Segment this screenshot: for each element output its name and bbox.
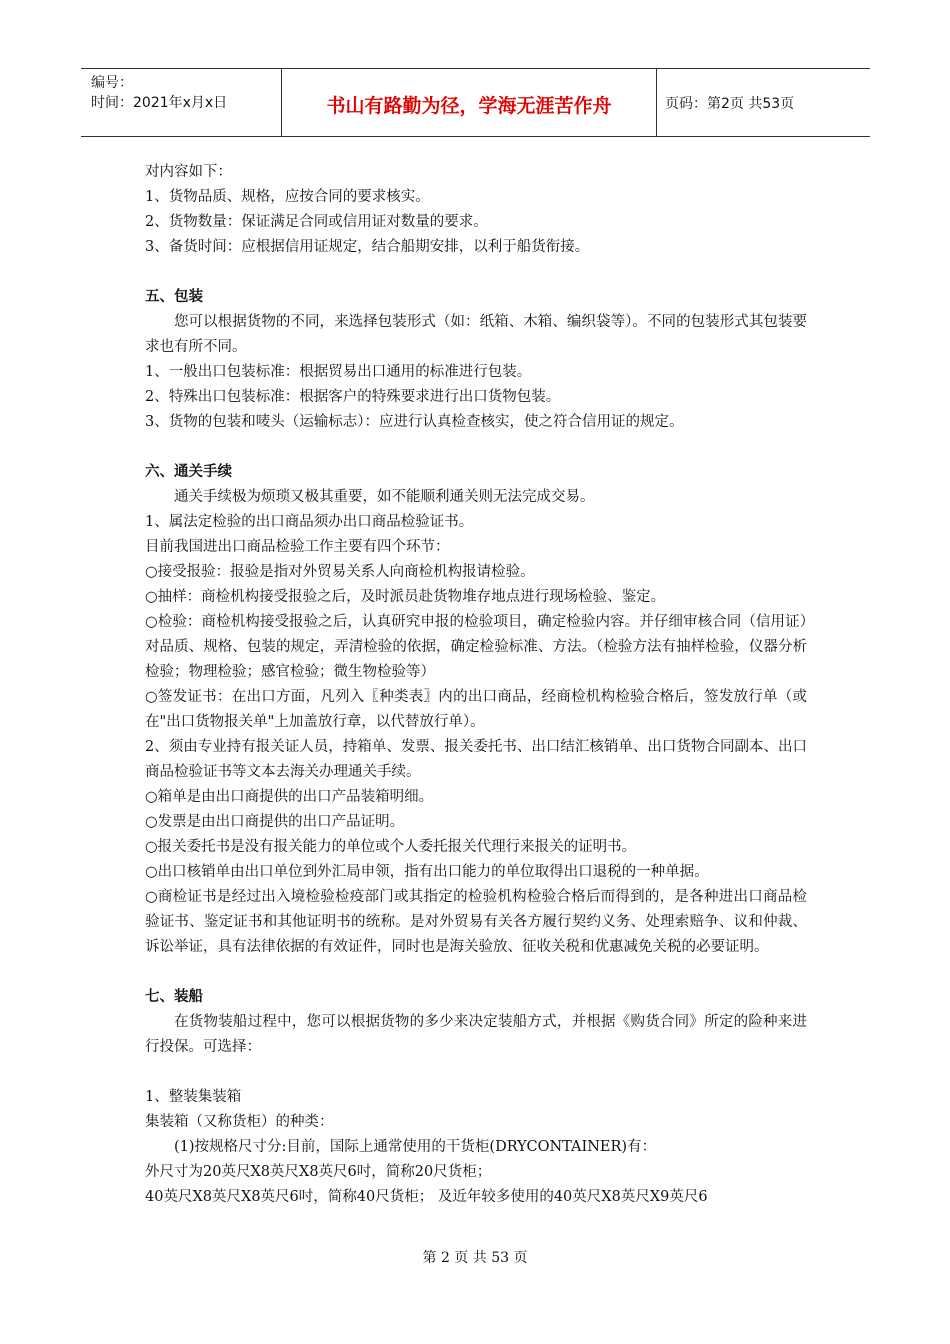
paragraph: 集装箱（又称货柜）的种类： [145,1114,334,1130]
header-motto: 书山有路勤为径，学海无涯苦作舟 [282,69,657,136]
number-label: 编号： [91,75,133,91]
paragraph: 1、整装集装箱 [145,1089,242,1105]
paragraph: ○商检证书是经过出入境检验检疫部门或其指定的检验机构检验合格后而得到的，是各种进出口商品检验证书、鉴定证书和其他证明书的统称。是对外贸易有关各方履行契约义务、处理索赔争、议和仲裁、诉讼举证，具有法律依据的有效证件，同时也是海关验放、征收关税和优惠减免关税的必要证明。 [145,889,807,955]
paragraph: 3、货物的包装和唛头（运输标志）：应进行认真检查核实，使之符合信用证的规定。 [145,414,684,430]
paragraph: ○出口核销单由出口单位到外汇局申领，指有出口能力的单位取得出口退税的一种单据。 [145,864,709,880]
header-page-info: 页码：第2页 共53页 [665,95,795,112]
paragraph: 在货物装船过程中，您可以根据货物的多少来决定装船方式，并根据《购货合同》所定的险种来进行投保。可选择： [145,1014,807,1055]
paragraph: 目前我国进出口商品检验工作主要有四个环节： [145,539,450,555]
paragraph: 3、备货时间：应根据信用证规定，结合船期安排，以利于船货衔接。 [145,239,590,255]
paragraph: 2、须由专业持有报关证人员，持箱单、发票、报关委托书、出口结汇核销单、出口货物合同副本、出口商品检验证书等文本去海关办理通关手续。 [145,739,807,780]
paragraph: ○发票是由出口商提供的出口产品证明。 [145,814,405,830]
paragraph: 1、一般出口包装标准：根据贸易出口通用的标准进行包装。 [145,364,532,380]
paragraph: 通关手续极为烦琐又极其重要，如不能顺利通关则无法完成交易。 [174,489,595,505]
paragraph: 2、货物数量：保证满足合同或信用证对数量的要求。 [145,214,488,230]
paragraph: ○抽样：商检机构接受报验之后，及时派员赴货物堆存地点进行现场检验、鉴定。 [145,589,666,605]
paragraph: 1、属法定检验的出口商品须办出口商品检验证书。 [145,514,474,530]
paragraph: 2、特殊出口包装标准：根据客户的特殊要求进行出口货物包装。 [145,389,561,405]
section-heading: 六、通关手续 [145,464,232,480]
header-meta [81,69,282,136]
paragraph: 对内容如下： [145,164,232,180]
paragraph: (1)按规格尺寸分:目前，国际上通常使用的干货柜(DRYCONTAINER)有： [174,1139,657,1155]
paragraph: ○检验：商检机构接受报验之后，认真研究申报的检验项目，确定检验内容。并仔细审核合同（信用证）对品质、规格、包装的规定，弄清检验的依据，确定检验标准、方法。（检验方法有抽样检验，仪器分析检验；物理检验；感官检验；微生物检验等） [145,614,807,680]
paragraph: 1、货物品质、规格，应按合同的要求核实。 [145,189,430,205]
paragraph: 40英尺X8英尺X8英尺6吋，简称40尺货柜； 及近年较多使用的40英尺X8英尺X9英尺6 [145,1189,708,1205]
paragraph: ○箱单是由出口商提供的出口产品装箱明细。 [145,789,434,805]
paragraph: ○签发证书：在出口方面，凡列入〖种类表〗内的出口商品，经商检机构检验合格后，签发放行单（或在"出口货物报关单"上加盖放行章，以代替放行单）。 [145,689,807,730]
date-line: 时间：2021年x月x日 [91,95,228,111]
paragraph: 您可以根据货物的不同，来选择包装形式（如：纸箱、木箱、编织袋等）。不同的包装形式其包装要求也有所不同。 [145,314,807,355]
page-footer: 第 2 页 共 53 页 [422,1250,528,1266]
paragraph: ○报关委托书是没有报关能力的单位或个人委托报关代理行来报关的证明书。 [145,839,637,855]
paragraph: ○接受报验：报验是指对外贸易关系人向商检机构报请检验。 [145,564,535,580]
document-body [145,160,807,1210]
section-heading: 五、包装 [145,289,203,305]
page-header [81,68,870,137]
section-heading: 七、装船 [145,989,203,1005]
paragraph: 外尺寸为20英尺X8英尺X8英尺6吋，简称20尺货柜； [145,1164,492,1180]
